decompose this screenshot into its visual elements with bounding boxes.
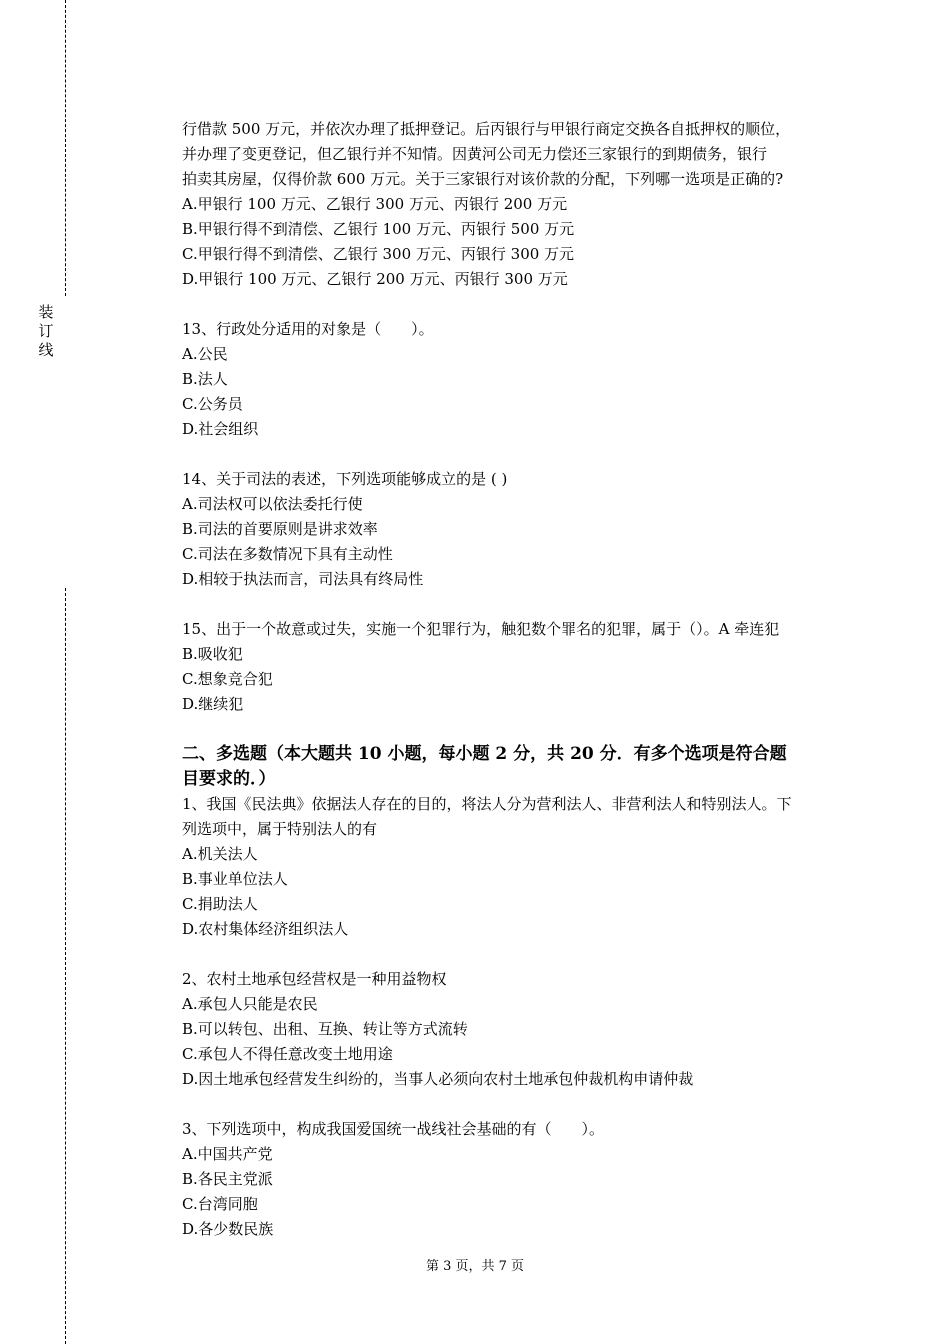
question-stem-line: 并办理了变更登记，但乙银行并不知情。因黄河公司无力偿还三家银行的到期债务，银行	[182, 145, 768, 163]
question-stem: 3、下列选项中，构成我国爱国统一战线社会基础的有（ ）。	[182, 1120, 605, 1138]
option-c: C.公务员	[182, 395, 243, 413]
question-stem-line: 拍卖其房屋，仅得价款 600 万元。关于三家银行对该价款的分配，下列哪一选项是正确的?	[182, 170, 784, 188]
option-b: B.各民主党派	[182, 1170, 273, 1188]
option-a: A.中国共产党	[182, 1145, 273, 1163]
question-stem: 15、出于一个故意或过失，实施一个犯罪行为，触犯数个罪名的犯罪，属于（）。A 牵连犯	[182, 620, 780, 638]
binding-dashed-line-bottom	[65, 588, 66, 1344]
question-stem: 14、关于司法的表述，下列选项能够成立的是 ( )	[182, 470, 508, 488]
multi-question-3	[182, 1117, 847, 1242]
option-c: C.甲银行得不到清偿、乙银行 300 万元、丙银行 300 万元	[182, 245, 575, 263]
question-13	[182, 317, 847, 442]
option-d: D.继续犯	[182, 695, 244, 713]
option-a: A.公民	[182, 345, 228, 363]
page-content	[182, 117, 847, 1242]
binding-char: 线	[38, 341, 54, 359]
question-stem-line: 行借款 500 万元，并依次办理了抵押登记。后丙银行与甲银行商定交换各自抵押权的顺位，	[182, 120, 791, 138]
option-b: B.事业单位法人	[182, 870, 288, 888]
option-b: B.法人	[182, 370, 228, 388]
section-title-line: 目要求的．）	[182, 769, 276, 789]
question-stem-line: 列选项中，属于特别法人的有	[182, 820, 378, 838]
binding-char: 订	[38, 322, 54, 340]
question-stem: 13、行政处分适用的对象是（ ）。	[182, 320, 434, 338]
option-d: D.各少数民族	[182, 1220, 274, 1238]
option-a: A.司法权可以依法委托行使	[182, 495, 363, 513]
option-d: D.甲银行 100 万元、乙银行 200 万元、丙银行 300 万元	[182, 270, 568, 288]
option-d: D.农村集体经济组织法人	[182, 920, 349, 938]
section-2-heading	[182, 742, 847, 792]
option-d: D.因土地承包经营发生纠纷的，当事人必须向农村土地承包仲裁机构申请仲裁	[182, 1070, 694, 1088]
binding-label	[38, 303, 54, 360]
option-a: A.机关法人	[182, 845, 258, 863]
option-d: D.相较于执法而言，司法具有终局性	[182, 570, 424, 588]
multi-question-1	[182, 792, 847, 942]
option-c: C.承包人不得任意改变土地用途	[182, 1045, 393, 1063]
question-14	[182, 467, 847, 592]
option-b: B.吸收犯	[182, 645, 243, 663]
binding-char: 装	[38, 303, 54, 321]
question-stem-line: 1、我国《民法典》依据法人存在的目的，将法人分为营利法人、非营利法人和特别法人。下	[182, 795, 792, 813]
page-number-footer: 第 3 页，共 7 页	[425, 1259, 525, 1274]
option-c: C.司法在多数情况下具有主动性	[182, 545, 393, 563]
option-d: D.社会组织	[182, 420, 259, 438]
option-b: B.甲银行得不到清偿、乙银行 100 万元、丙银行 500 万元	[182, 220, 575, 238]
question-12-continued	[182, 117, 847, 292]
option-a: A.承包人只能是农民	[182, 995, 318, 1013]
section-title-line: 二、多选题（本大题共 10 小题，每小题 2 分，共 20 分．有多个选项是符合题	[182, 744, 787, 764]
binding-dashed-line-top	[65, 0, 66, 296]
option-b: B.司法的首要原则是讲求效率	[182, 520, 378, 538]
option-c: C.台湾同胞	[182, 1195, 258, 1213]
option-a: A.甲银行 100 万元、乙银行 300 万元、丙银行 200 万元	[182, 195, 568, 213]
question-15	[182, 617, 847, 717]
multi-question-2	[182, 967, 847, 1092]
option-c: C.捐助法人	[182, 895, 258, 913]
option-c: C.想象竞合犯	[182, 670, 273, 688]
question-stem: 2、农村土地承包经营权是一种用益物权	[182, 970, 447, 988]
option-b: B.可以转包、出租、互换、转让等方式流转	[182, 1020, 468, 1038]
